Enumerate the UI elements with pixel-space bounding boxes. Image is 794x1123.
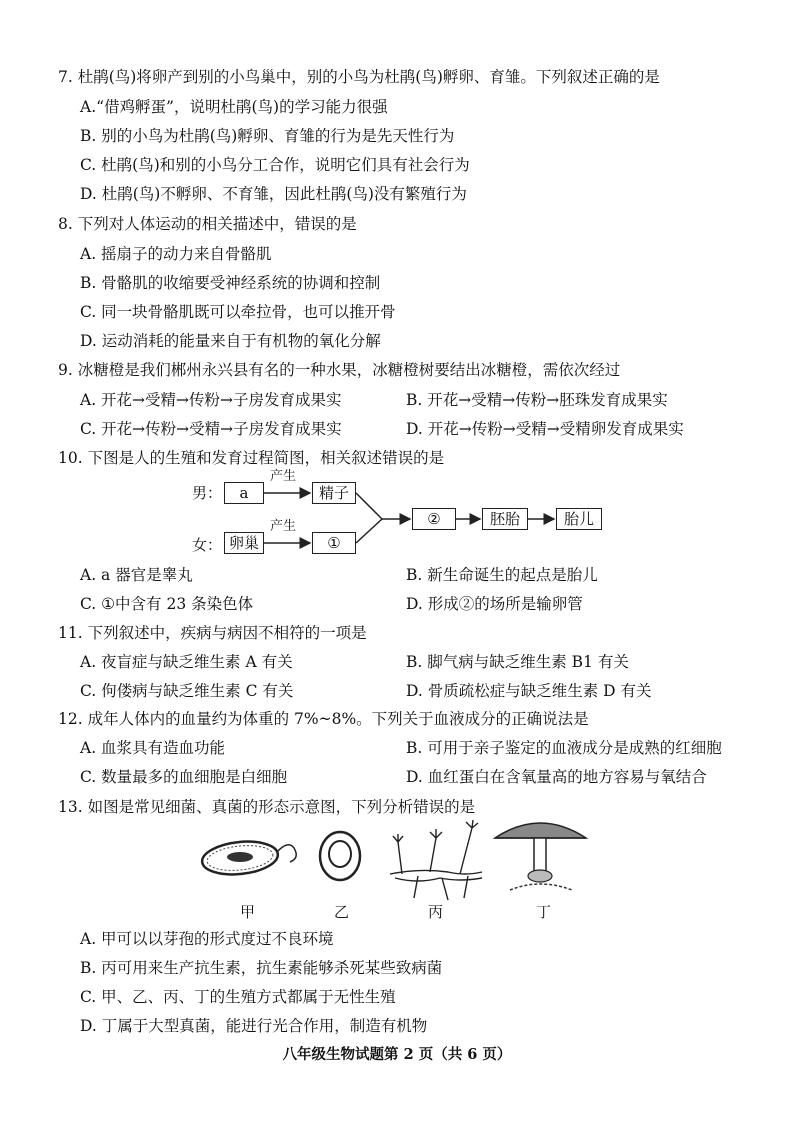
figure-label-jia: 甲 <box>240 903 256 921</box>
q7-option-b: B. 别的小鸟为杜鹃(鸟)孵卵、育雏的行为是先天性行为 <box>80 127 455 145</box>
q12-option-d: D. 血红蛋白在含氧量高的地方容易与氧结合 <box>406 768 707 786</box>
produce-label-male: 产生 <box>270 469 297 484</box>
q13-option-a: A. 甲可以以芽孢的形式度过不良环境 <box>80 930 334 948</box>
question-11-stem: 11. 下列叙述中，疾病与病因不相符的一项是 <box>58 624 367 642</box>
question-9-stem: 9. 冰糖橙是我们郴州永兴县有名的一种水果，冰糖橙树要结出冰糖橙，需依次经过 <box>58 361 621 379</box>
q9-option-b: B. 开花→受精→传粉→胚珠发育成果实 <box>406 391 668 409</box>
figure-label-ding: 丁 <box>536 903 552 921</box>
box-egg: ① <box>312 532 356 554</box>
q13-option-c: C. 甲、乙、丙、丁的生殖方式都属于无性生殖 <box>80 988 396 1006</box>
q13-option-b: B. 丙可用来生产抗生素，抗生素能够杀死某些致病菌 <box>80 959 443 977</box>
q7-option-a: A.“借鸡孵蛋”，说明杜鹃(鸟)的学习能力很强 <box>80 98 388 116</box>
microbe-figure <box>190 818 590 902</box>
q8-option-a: A. 摇扇子的动力来自骨骼肌 <box>80 245 272 263</box>
box-organ-a: a <box>224 482 264 504</box>
question-8-stem: 8. 下列对人体运动的相关描述中，错误的是 <box>58 215 357 233</box>
q10-option-a: A. a 器官是睾丸 <box>80 566 193 584</box>
diagram-arrows <box>0 469 794 562</box>
page-footer: 八年级生物试题第 2 页（共 6 页） <box>282 1046 512 1063</box>
q12-option-a: A. 血浆具有造血功能 <box>80 739 226 757</box>
mushroom-illustration <box>495 823 586 890</box>
male-label: 男： <box>192 484 223 502</box>
box-ovary: 卵巢 <box>224 532 264 554</box>
q10-option-b: B. 新生命诞生的起点是胎儿 <box>406 566 598 584</box>
box-fetus: 胎儿 <box>556 508 602 530</box>
reproduction-flow-diagram <box>0 469 794 562</box>
q8-option-d: D. 运动消耗的能量来自于有机物的氧化分解 <box>80 332 381 350</box>
q13-option-d: D. 丁属于大型真菌，能进行光合作用，制造有机物 <box>80 1017 428 1035</box>
box-sperm: 精子 <box>312 482 356 504</box>
q7-option-d: D. 杜鹃(鸟)不孵卵、不育雏，因此杜鹃(鸟)没有繁殖行为 <box>80 185 467 203</box>
q11-option-b: B. 脚气病与缺乏维生素 B1 有关 <box>406 653 629 671</box>
bacterium-illustration <box>201 838 297 878</box>
q10-option-c: C. ①中含有 23 条染色体 <box>80 595 254 613</box>
q11-option-a: A. 夜盲症与缺乏维生素 A 有关 <box>80 653 293 671</box>
box-zygote: ② <box>412 508 456 530</box>
q10-option-d: D. 形成②的场所是输卵管 <box>406 595 583 613</box>
question-12-stem: 12. 成年人体内的血量约为体重的 7%~8%。下列关于血液成分的正确说法是 <box>58 710 589 728</box>
q12-option-c: C. 数量最多的血细胞是白细胞 <box>80 768 288 786</box>
q12-option-b: B. 可用于亲子鉴定的血液成分是成熟的红细胞 <box>406 739 722 757</box>
q11-option-d: D. 骨质疏松症与缺乏维生素 D 有关 <box>406 682 652 700</box>
q7-option-c: C. 杜鹃(鸟)和别的小鸟分工合作，说明它们具有社会行为 <box>80 156 470 174</box>
box-embryo: 胚胎 <box>482 508 528 530</box>
yeast-illustration <box>320 832 360 880</box>
question-7-stem: 7. 杜鹃(鸟)将卵产到别的小鸟巢中，别的小鸟为杜鹃(鸟)孵卵、育雏。下列叙述正确的是 <box>58 68 660 86</box>
question-13-stem: 13. 如图是常见细菌、真菌的形态示意图，下列分析错误的是 <box>58 798 476 816</box>
mold-illustration <box>390 820 482 900</box>
produce-label-female: 产生 <box>270 519 297 534</box>
q9-option-d: D. 开花→传粉→受精→受精卵发育成果实 <box>406 420 684 438</box>
q11-option-c: C. 佝偻病与缺乏维生素 C 有关 <box>80 682 294 700</box>
q8-option-c: C. 同一块骨骼肌既可以牵拉骨，也可以推开骨 <box>80 303 396 321</box>
q9-option-c: C. 开花→传粉→受精→子房发育成果实 <box>80 420 342 438</box>
figure-label-yi: 乙 <box>334 903 350 921</box>
q9-option-a: A. 开花→受精→传粉→子房发育成果实 <box>80 391 342 409</box>
question-10-stem: 10. 下图是人的生殖和发育过程简图，相关叙述错误的是 <box>58 449 445 467</box>
figure-label-bing: 丙 <box>428 903 444 921</box>
q8-option-b: B. 骨骼肌的收缩要受神经系统的协调和控制 <box>80 274 381 292</box>
female-label: 女： <box>192 536 223 554</box>
